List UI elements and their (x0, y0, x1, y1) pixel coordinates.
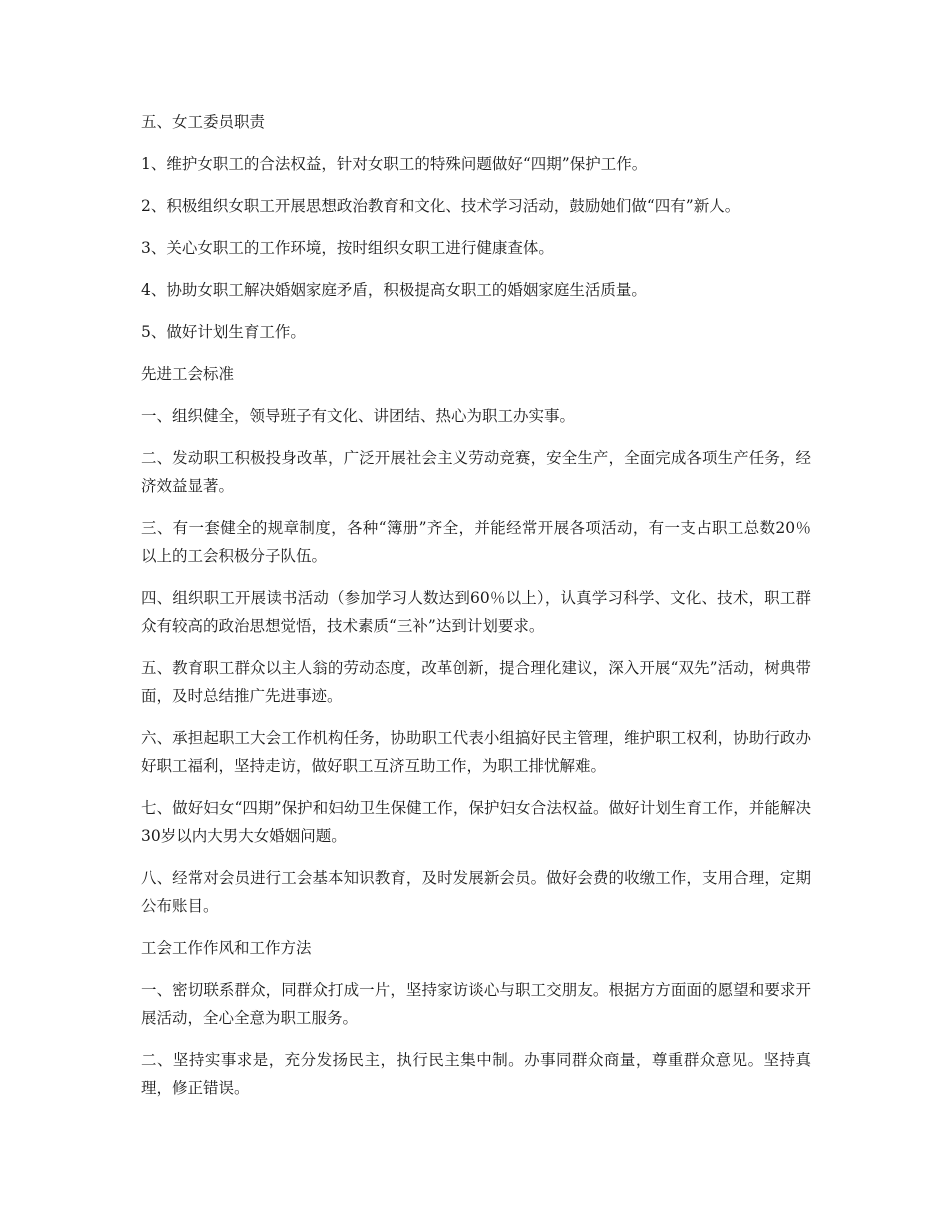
standard-item-8: 八、经常对会员进行工会基本知识教育，及时发展新会员。做好会费的收缴工作，支用合理，定期公布账目。 (141, 869, 811, 915)
method-item-1: 一、密切联系群众，同群众打成一片，坚持家访谈心与职工交朋友。根据方方面面的愿望和要求开展活动，全心全意为职工服务。 (141, 981, 811, 1027)
document-body (141, 108, 811, 1116)
duty-item-5: 5、做好计划生育工作。 (141, 323, 306, 341)
standard-item-5: 五、教育职工群众以主人翁的劳动态度，改革创新，提合理化建议，深入开展“双先”活动，树典带面，及时总结推广先进事迹。 (141, 659, 811, 705)
standard-item-3: 三、有一套健全的规章制度，各种“簿册”齐全，并能经常开展各项活动，有一支占职工总数20％以上的工会积极分子队伍。 (141, 519, 811, 565)
method-item-2: 二、坚持实事求是，充分发扬民主，执行民主集中制。办事同群众商量，尊重群众意见。坚持真理，修正错误。 (141, 1051, 811, 1097)
standard-item-2: 二、发动职工积极投身改革，广泛开展社会主义劳动竞赛，安全生产，全面完成各项生产任务，经济效益显著。 (141, 449, 811, 495)
duty-item-3: 3、关心女职工的工作环境，按时组织女职工进行健康查体。 (141, 239, 554, 257)
standard-item-4: 四、组织职工开展读书活动（参加学习人数达到60％以上），认真学习科学、文化、技术，职工群众有较高的政治思想觉悟，技术素质“三补”达到计划要求。 (141, 589, 811, 635)
section-heading-advanced-union-standards: 先进工会标准 (141, 365, 235, 383)
duty-item-1: 1、维护女职工的合法权益，针对女职工的特殊问题做好“四期”保护工作。 (141, 155, 648, 173)
standard-item-6: 六、承担起职工大会工作机构任务，协助职工代表小组搞好民主管理，维护职工权利，协助行政办好职工福利，坚持走访，做好职工互济互助工作，为职工排忧解难。 (141, 729, 811, 775)
standard-item-1: 一、组织健全，领导班子有文化、讲团结、热心为职工办实事。 (141, 407, 576, 425)
duty-item-2: 2、积极组织女职工开展思想政治教育和文化、技术学习活动，鼓励她们做“四有”新人。 (141, 197, 741, 215)
duty-item-4: 4、协助女职工解决婚姻家庭矛盾，积极提高女职工的婚姻家庭生活质量。 (141, 281, 647, 299)
standard-item-7: 七、做好妇女“四期”保护和妇幼卫生保健工作，保护妇女合法权益。做好计划生育工作，并能解决30岁以内大男大女婚姻问题。 (141, 799, 811, 845)
section-heading-female-committee-duties: 五、女工委员职责 (141, 113, 266, 131)
section-heading-work-style-methods: 工会工作作风和工作方法 (141, 939, 312, 957)
